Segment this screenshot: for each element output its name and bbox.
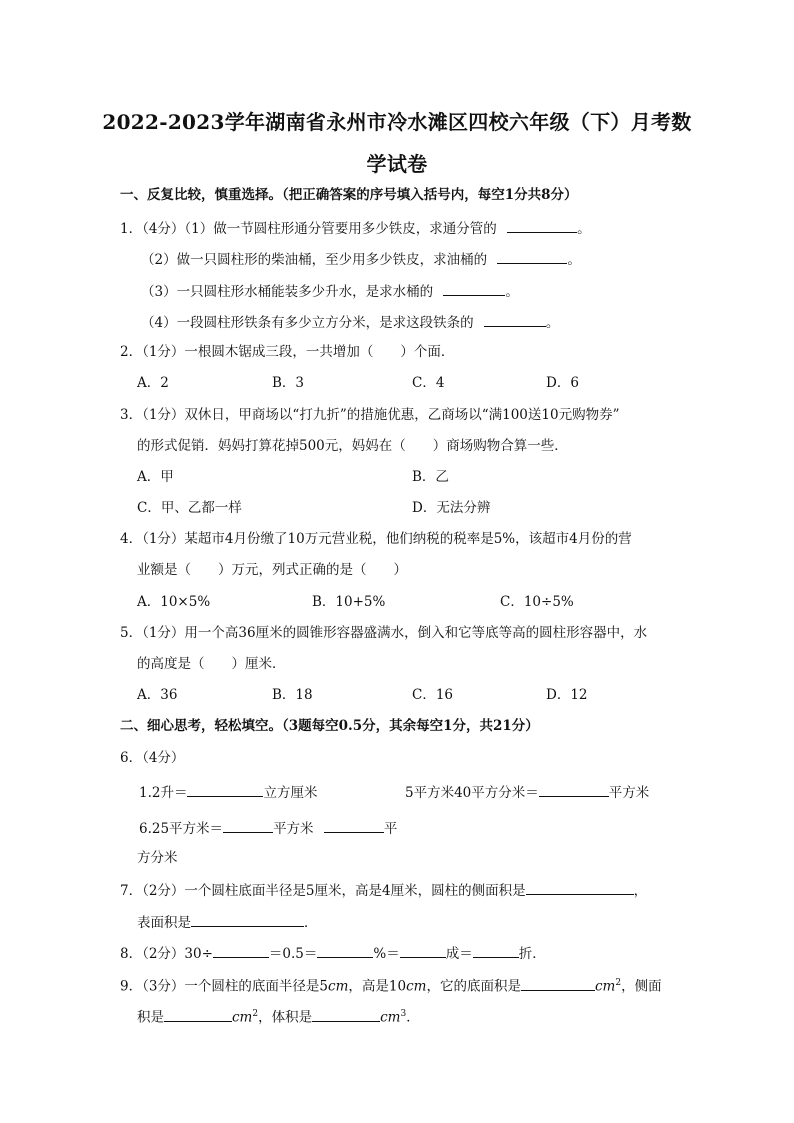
q9-sup-3: 2 <box>615 978 622 988</box>
q3-line1: 3．（1分）双休日，甲商场以“打九折”的措施优惠，乙商场以“满100送10元购物券” <box>120 407 620 423</box>
q6-stem: 6．（4分） <box>120 750 185 766</box>
q8-line <box>120 943 546 963</box>
q9-unit-3: cm <box>594 978 616 995</box>
q9-line1 <box>120 974 662 996</box>
q9-line2-a: 积是 <box>137 1009 164 1026</box>
q1-end-1: 。 <box>577 221 591 237</box>
q1-part2 <box>141 249 581 269</box>
q6-a-right: 立方厘米 <box>263 785 318 801</box>
q1-end-2: 。 <box>567 252 581 268</box>
q1-stem <box>120 218 591 238</box>
q1-blank-3[interactable] <box>443 281 505 296</box>
q8-part2: ＝0.5＝ <box>268 946 318 962</box>
q1-blank-2[interactable] <box>497 249 567 264</box>
q2-stem: 2．（1分）一根圆木锯成三段，一共增加（ ）个面． <box>120 344 455 360</box>
q2-option-b[interactable]: B．3 <box>272 375 305 391</box>
q6-item-b <box>405 782 649 802</box>
q2-option-c[interactable]: C．4 <box>412 375 445 391</box>
q1-part2-text: （2）做一只圆柱形的柴油桶，至少用多少铁皮，求油桶的 <box>141 252 488 268</box>
q9-line2 <box>137 1005 420 1027</box>
q6-item-c-wrap: 方分米 <box>137 850 178 866</box>
q6-c-mid: 平方米 <box>273 821 314 837</box>
q9-unit-1: cm <box>328 978 349 995</box>
q6-blank-a[interactable] <box>187 782 263 797</box>
q9-blank-lateral[interactable] <box>164 1007 232 1022</box>
q8-part1: 8．（2分）30÷ <box>120 946 213 962</box>
section1-heading: 一、反复比较，慎重选择。（把正确答案的序号填入括号内，每空1分共8分） <box>120 187 578 203</box>
q7-line1-end: ， <box>633 883 648 899</box>
q2-option-a[interactable]: A．2 <box>137 375 169 391</box>
q2-option-d[interactable]: D．6 <box>546 375 579 391</box>
q5-option-b[interactable]: B．18 <box>272 687 313 703</box>
q9-part2: ，高是10 <box>348 978 407 995</box>
q4-option-a[interactable]: A．10×5% <box>137 594 211 610</box>
q4-line2: 业额是（ ）万元，列式正确的是（ ） <box>137 562 407 578</box>
q6-blank-c2[interactable] <box>324 818 384 833</box>
q7-blank-surface[interactable] <box>191 912 304 927</box>
q7-line2-text: 表面积是 <box>137 915 191 931</box>
q1-part4 <box>141 312 559 332</box>
page-title-line2: 学试卷 <box>366 152 428 176</box>
q6-blank-b[interactable] <box>539 782 609 797</box>
section2-heading: 二、细心思考，轻松填空。（3题每空0.5分，其余每空1分，共21分） <box>120 718 539 734</box>
q4-option-b[interactable]: B．10+5% <box>312 594 386 610</box>
q1-part4-text: （4）一段圆柱形铁条有多少立方分米，是求这段铁条的 <box>141 315 474 331</box>
q9-part3: ，它的底面积是 <box>426 978 521 995</box>
q8-blank-1[interactable] <box>213 943 269 958</box>
q9-line2-b: ，体积是 <box>258 1009 313 1026</box>
q5-option-a[interactable]: A．36 <box>137 687 178 703</box>
q5-option-d[interactable]: D．12 <box>546 687 588 703</box>
q1-blank-1[interactable] <box>507 218 577 233</box>
q8-blank-4[interactable] <box>473 943 519 958</box>
q8-part3: %＝ <box>373 946 400 962</box>
q6-b-right: 平方米 <box>608 785 650 801</box>
q1-end-4: 。 <box>545 315 560 331</box>
q7-line2-end: ． <box>304 915 318 931</box>
q1-part3-text: （3）一只圆柱形水桶能装多少升水，是求水桶的 <box>141 284 434 300</box>
q3-option-c[interactable]: C．甲、乙都一样 <box>137 500 242 516</box>
q3-line2: 的形式促销．妈妈打算花掉500元，妈妈在（ ）商场购物合算一些． <box>137 438 568 454</box>
q1-part3 <box>141 281 519 301</box>
q9-part4: ，侧面 <box>621 978 662 995</box>
q7-line2 <box>137 912 318 932</box>
q9-sup-5: 3 <box>400 1009 407 1019</box>
q7-line1-text: 7．（2分）一个圆柱底面半径是5厘米，高是4厘米，圆柱的侧面积是 <box>120 883 526 899</box>
q9-blank-volume[interactable] <box>312 1007 380 1022</box>
q6-c-left: 6.25平方米＝ <box>139 821 224 837</box>
q7-blank-lateral[interactable] <box>526 880 634 895</box>
q5-option-c[interactable]: C．16 <box>412 687 454 703</box>
q9-unit-4: cm <box>232 1009 253 1026</box>
q6-a-left: 1.2升＝ <box>139 785 188 801</box>
q6-item-c <box>139 818 397 838</box>
q6-c-right: 平 <box>383 821 398 837</box>
q1-end-3: 。 <box>505 284 519 300</box>
q4-option-c[interactable]: C．10÷5% <box>500 594 574 610</box>
q4-line1: 4．（1分）某超市4月份缴了10万元营业税，他们纳税的税率是5%，该超市4月份的营 <box>120 531 632 547</box>
q6-b-left: 5平方米40平方分米＝ <box>405 785 539 801</box>
q3-option-d[interactable]: D．无法分辨 <box>412 500 491 516</box>
q7-line1 <box>120 880 647 900</box>
q1-blank-4[interactable] <box>484 312 546 327</box>
q8-part4: 成＝ <box>445 946 473 962</box>
q9-sup-4: 2 <box>252 1009 259 1019</box>
q9-unit-2: cm <box>406 978 427 995</box>
q5-line1: 5．（1分）用一个高36厘米的圆锥形容器盛满水，倒入和它等底等高的圆柱形容器中，水 <box>120 625 648 641</box>
q6-item-a <box>139 782 317 802</box>
q8-part5: 折． <box>518 946 546 962</box>
q8-blank-2[interactable] <box>317 943 373 958</box>
q9-line2-c: ． <box>406 1009 420 1026</box>
q3-option-b[interactable]: B．乙 <box>412 469 449 485</box>
q9-unit-5: cm <box>380 1009 401 1026</box>
q6-blank-c1[interactable] <box>223 818 273 833</box>
q3-option-a[interactable]: A．甲 <box>137 469 174 485</box>
q1-stem-text: 1．（4分）（1）做一节圆柱形通分管要用多少铁皮，求通分管的 <box>120 221 497 237</box>
q9-part1: 9．（3分）一个圆柱的底面半径是5 <box>120 978 329 995</box>
q5-line2: 的高度是（ ）厘米． <box>137 656 286 672</box>
q8-blank-3[interactable] <box>400 943 446 958</box>
page-title-line1: 2022-2023学年湖南省永州市冷水滩区四校六年级（下）月考数 <box>102 110 692 134</box>
q9-blank-base-area[interactable] <box>521 976 595 991</box>
